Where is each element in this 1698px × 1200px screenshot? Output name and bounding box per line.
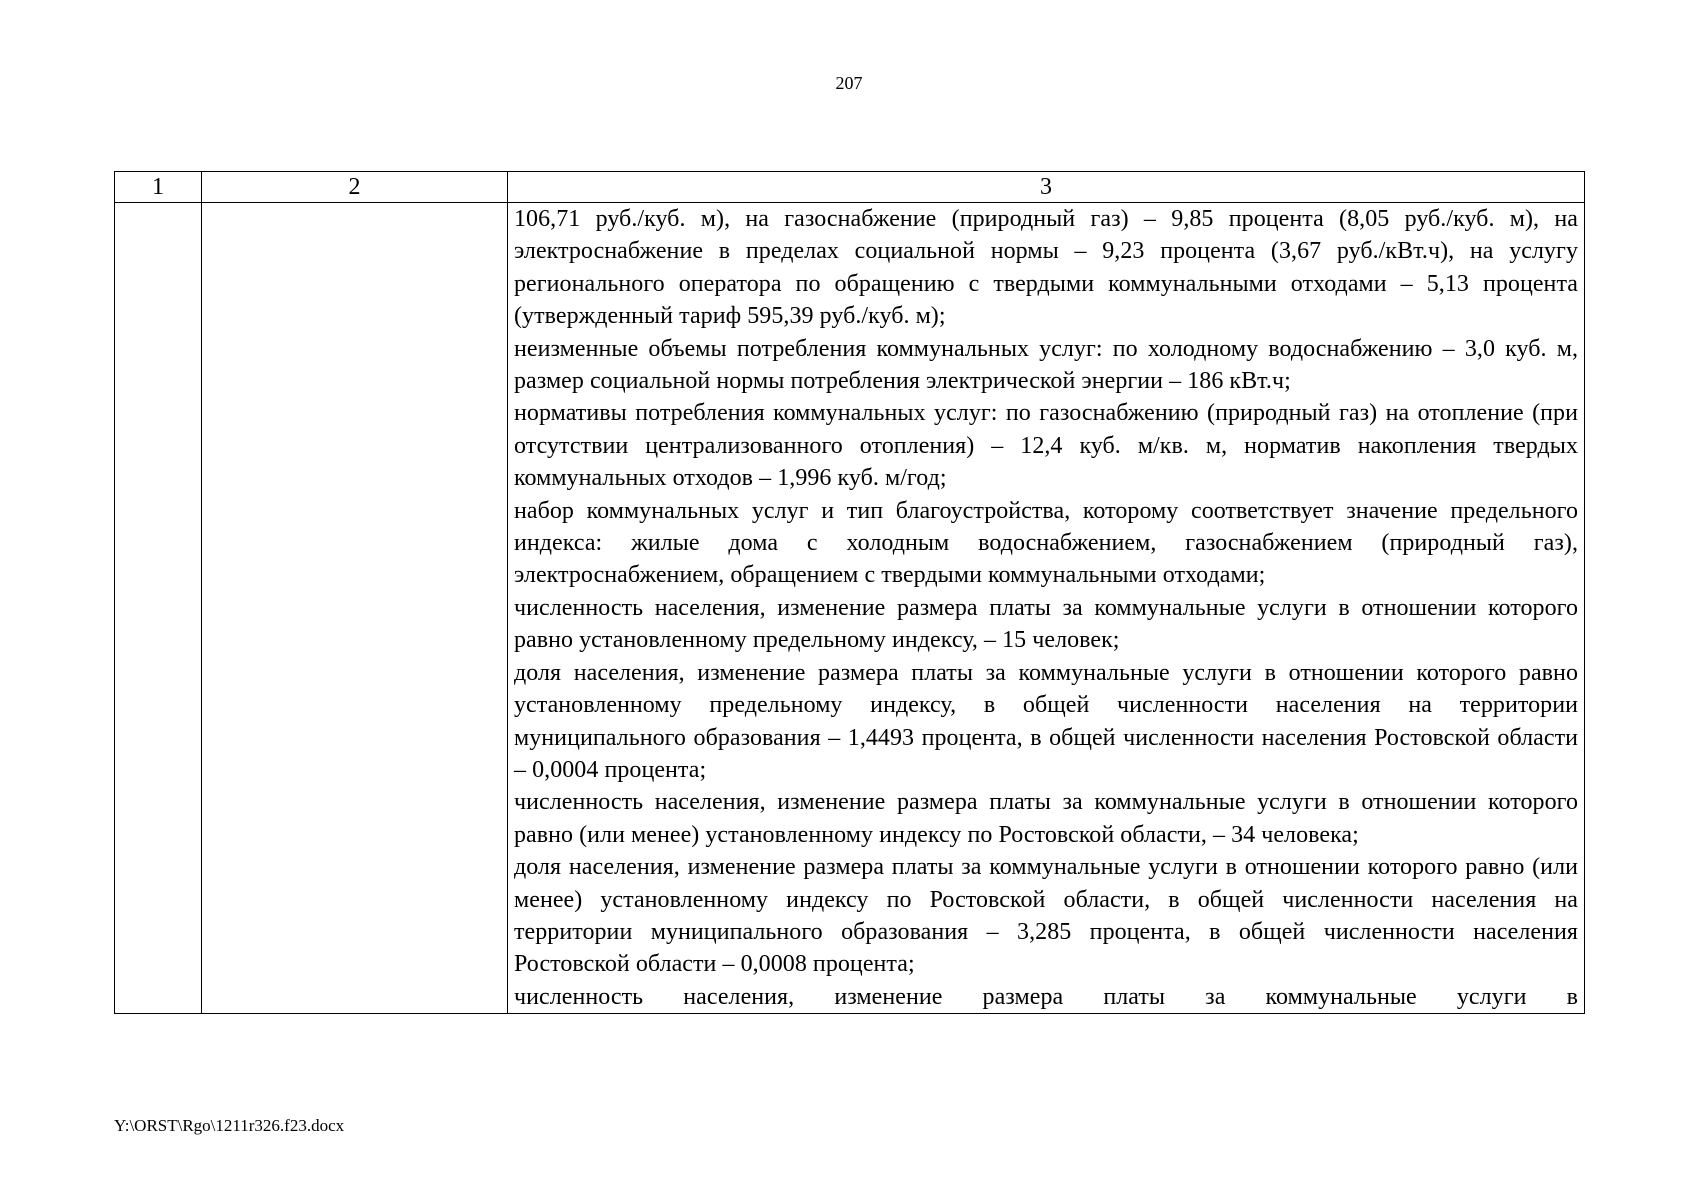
paragraph: численность населения, изменение размера платы за коммунальные услуги в отношении которого равно установленному предельному индексу, – 15 человек; (514, 594, 1578, 654)
table-body-row (115, 203, 1585, 1014)
cell-col-2 (202, 203, 508, 1014)
paragraph: 106,71 руб./куб. м), на газоснабжение (природный газ) – 9,85 процента (8,05 руб./куб. м), на электроснабжение в пределах социальной нормы – 9,23 процента (3,67 руб./кВт.ч), на услугу регионального оператора по обращению с твердыми коммунальными отходами – 5,13 процента (утвержденный тариф 595,39 руб./куб. м); (514, 206, 1578, 330)
paragraph: набор коммунальных услуг и тип благоустройства, которому соответствует значение предельного индекса: жилые дома с холодным водоснабжением, газоснабжением (природный газ), электроснабжением, обращением с твердыми коммунальными отходами; (514, 497, 1578, 589)
column-header-3: 3 (508, 172, 1585, 203)
column-header-2: 2 (202, 172, 508, 203)
cell-col-1 (115, 203, 202, 1014)
table-header-row (115, 172, 1585, 203)
paragraph: численность населения, изменение размера платы за коммунальные услуги в отношении которого равно (или менее) установленному индексу по Ростовской области, – 34 человека; (514, 789, 1578, 848)
column-header-1: 1 (115, 172, 202, 203)
paragraph: доля населения, изменение размера платы за коммунальные услуги в отношении которого равно установленному предельному индексу, в общей численности населения на территории муниципального образования – 1,4493 процента, в общей численности населения Ростовской области – 0,0004 процента; (514, 659, 1578, 783)
paragraph-continued: численность населения, изменение размера платы за коммунальные услуги в (514, 983, 1578, 1010)
paragraph: неизменные объемы потребления коммунальных услуг: по холодному водоснабжению – 3,0 куб. м, размер социальной нормы потребления электрической энергии – 186 кВт.ч; (514, 335, 1578, 395)
footer-file-path: Y:\ORST\Rgo\1211r326.f23.docx (114, 1116, 345, 1135)
paragraph: доля населения, изменение размера платы за коммунальные услуги в отношении которого равно (или менее) установленному индексу по Ростовской области, в общей численности населения на территории муниципального образования – 3,285 процента, в общей численности населения Ростовской области – 0,0008 процента; (514, 854, 1578, 978)
paragraph: нормативы потребления коммунальных услуг: по газоснабжению (природный газ) на отопление (при отсутствии централизованного отопления) – 12,4 куб. м/кв. м, норматив накопления твердых коммунальных отходов – 1,996 куб. м/год; (514, 400, 1578, 492)
cell-col-3 (508, 203, 1585, 1014)
page-number: 207 (835, 73, 863, 93)
document-table (114, 171, 1585, 1014)
